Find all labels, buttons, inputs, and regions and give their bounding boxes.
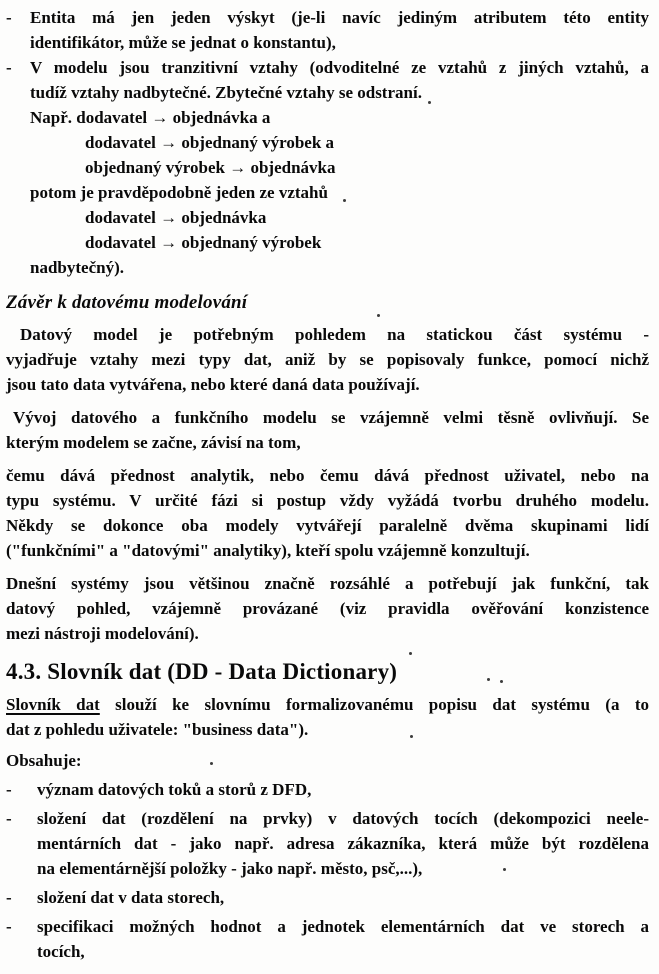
paragraph-line: kterým modelem se začne, závisí na tom, [6,433,301,452]
bullet-body [37,885,649,910]
dd-bullet-list [6,777,649,964]
paragraph-line: Datový model je potřebným pohledem na statickou část systému - [20,325,649,344]
example-line: dodavatel → objednávka [85,208,267,227]
example-line: potom je pravděpodobně jeden ze vztahů [30,183,328,202]
paragraph-line: Dnešní systémy jsou většinou značně rozsáhlé a potřebují jak funkční, tak [6,574,649,593]
bullet-marker: - [6,917,12,936]
bullet-line: tudíž vztahy nadbytečné. Zbytečné vztahy se odstraní. [30,83,422,102]
bullet-line: tocích, [37,942,85,961]
paragraph-line: datový pohled, vzájemně provázané (viz pravidla ověřování konzistence [6,599,649,618]
example-line: nadbytečný). [30,258,124,277]
paragraph-line: Vývoj datového a funkčního modelu se vzájemně velmi těsně ovlivňují. Se [13,408,649,427]
example-line: Např. dodavatel → objednávka a [30,108,271,127]
bullet-item-entity-occurrence [6,5,649,55]
paragraph-line: typu systému. V určité fázi si postup vždy vyžádá tvorbu druhého modelu. [6,491,649,510]
bullet-line: na elementárnější položky - jako např. město, psč,...), [37,859,423,878]
paragraph-prednost-analytika [6,463,649,563]
scan-speck [503,868,506,871]
scan-speck [409,652,412,655]
bullet-body [37,914,649,964]
scan-speck [210,762,213,765]
bullet-marker: - [6,888,12,907]
contains-label: Obsahuje: [6,751,82,770]
bullet-body [37,777,649,802]
paragraph-line: vyjadřuje vztahy mezi typy dat, aniž by se popisovaly funkce, pomocí nichž [6,350,649,369]
paragraph-line: čemu dává přednost analytik, nebo čemu dává přednost uživatel, nebo na [6,466,649,485]
bullet-item-slozeni-dat-tocich [6,806,649,881]
bullet-marker: - [6,809,12,828]
scan-speck [343,199,346,202]
scan-speck [487,678,490,681]
scan-speck [500,680,503,683]
bullet-item-specifikace-hodnot [6,914,649,964]
top-bullet-list [6,5,649,280]
bullet-item-slozeni-dat-storech [6,885,649,910]
scan-speck [410,735,413,738]
bullet-marker: - [6,780,12,799]
bullet-item-transitive-relations [6,55,649,280]
bullet-body [30,5,649,55]
paragraph-vyvoj-modelu [6,405,649,455]
bullet-line: Entita má jen jeden výskyt (je-li navíc jediným atributem této entity [30,8,649,27]
paragraph-line: ("funkčními" a "datovými" analytiky), kteří spolu vzájemně konzultují. [6,541,530,560]
paragraph-line: Někdy se dokonce oba modely vytvářejí paralelně dvěma skupinami lidí [6,516,649,535]
paragraph-line: dat z pohledu uživatele: "business data"). [6,720,309,739]
section-heading-slovnik-dat: 4.3. Slovník dat (DD - Data Dictionary) [6,659,398,684]
bullet-marker: - [6,8,12,27]
bullet-item-vyznam-toku [6,777,649,802]
bullet-line: význam datových toků a storů z DFD, [37,780,312,799]
paragraph-line: mezi nástroji modelování). [6,624,199,643]
subsection-heading-zaver: Závěr k datovému modelování [6,292,248,313]
bullet-marker: - [6,58,12,77]
scan-speck [428,101,431,104]
bullet-line: složení dat (rozdělení na prvky) v datových tocích (dekompozici neele- [37,809,649,828]
example-line: objednaný výrobek → objednávka [85,158,336,177]
example-line: dodavatel → objednaný výrobek a [85,133,335,152]
paragraph-dd-intro [6,692,649,742]
paragraph-line-rest: slouží ke slovnímu formalizovanému popisu dat systému (a to [99,695,649,714]
scan-speck [377,314,380,317]
paragraph-dnesni-systemy [6,571,649,646]
underlined-term: Slovník dat [6,695,100,714]
bullet-line: specifikaci možných hodnot a jednotek elementárních dat ve storech a [37,917,649,936]
bullet-line: V modelu jsou tranzitivní vztahy (odvoditelné ze vztahů z jiných vztahů, a [30,58,649,77]
bullet-body [37,806,649,881]
paragraph-line: jsou tato data vytvářena, nebo které daná data používají. [6,375,420,394]
example-line: dodavatel → objednaný výrobek [85,233,322,252]
bullet-line: mentárních dat - jako např. adresa zákazníka, která může být rozdělena [37,834,649,853]
bullet-line: identifikátor, může se jednat o konstantu), [30,33,336,52]
bullet-line: složení dat v data storech, [37,888,225,907]
bullet-body [30,55,649,280]
paragraph-line [6,692,649,717]
paragraph-datovy-model [6,322,649,397]
